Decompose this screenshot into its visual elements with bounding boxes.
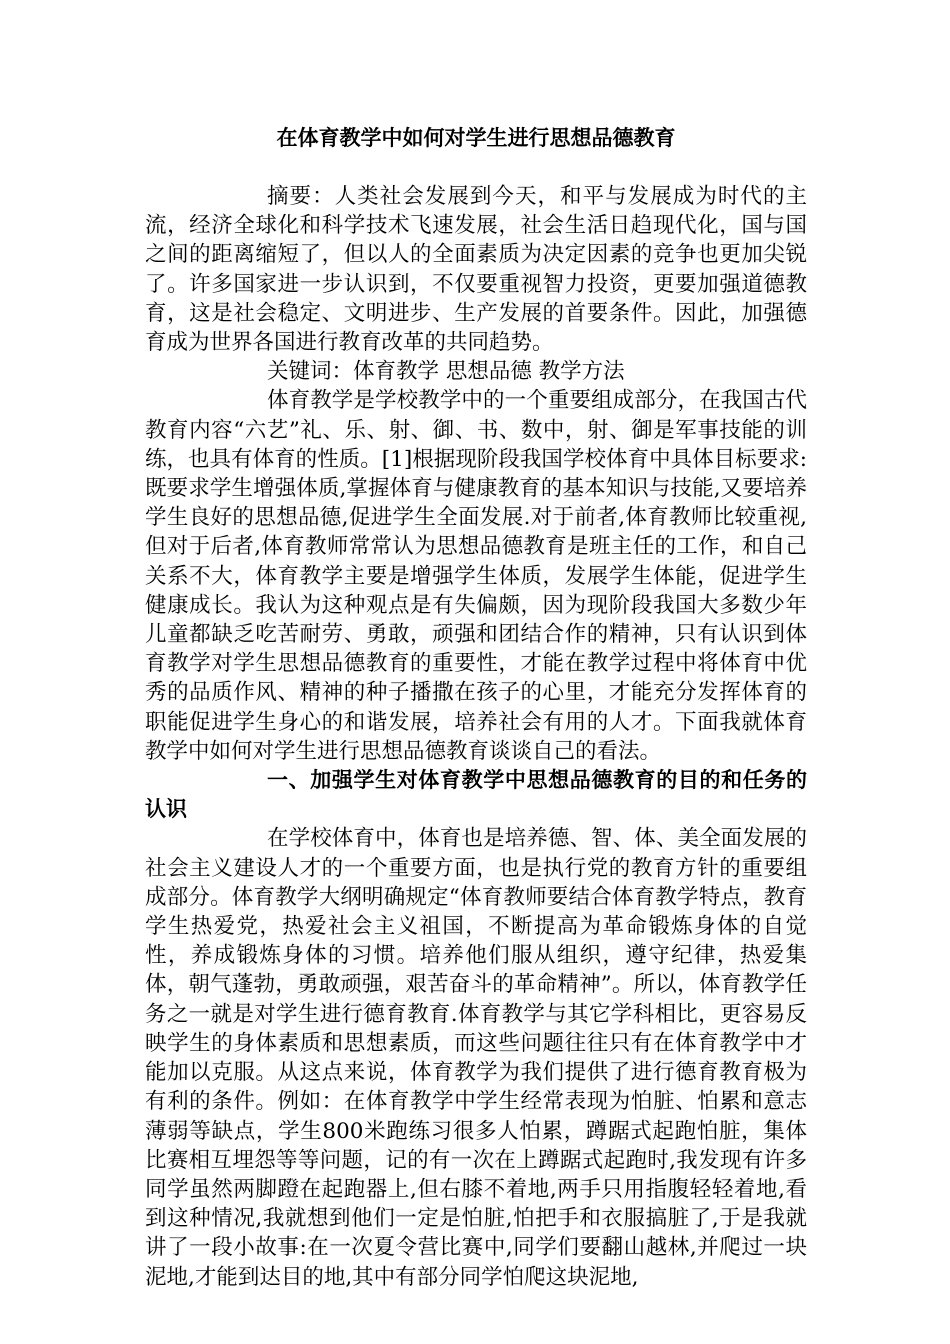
document-title: 在体育教学中如何对学生进行思想品德教育 [276, 126, 676, 150]
document-page [145, 118, 807, 1292]
section-heading-1: 一、加强学生对体育教学中思想品德教育的目的和任务的认识 [145, 768, 807, 822]
abstract-paragraph: 摘要：人类社会发展到今天，和平与发展成为时代的主流，经济全球化和科学技术飞速发展，社会生活日趋现代化，国与国之间的距离缩短了，但以人的全面素质为决定因素的竞争也更加尖锐了。许多国家进一步认识到，不仅要重视智力投资，更要加强道德教育，这是社会稳定、文明进步、生产发展的首要条件。因此，加强德育成为世界各国进行教育改革的共同趋势。 [145, 184, 807, 356]
section-1-paragraph: 在学校体育中，体育也是培养德、智、体、美全面发展的社会主义建设人才的一个重要方面，也是执行党的教育方针的重要组成部分。体育教学大纲明确规定“体育教师要结合体育教学特点，教育学生热爱党，热爱社会主义祖国，不断提高为革命锻炼身体的自觉性，养成锻炼身体的习惯。培养他们服从组织，遵守纪律，热爱集体，朝气蓬勃，勇敢顽强，艰苦奋斗的革命精神”。所以，体育教学任务之一就是对学生进行德育教育.体育教学与其它学科相比，更容易反映学生的身体素质和思想素质，而这些问题往往只有在体育教学中才能加以克服。从这点来说，体育教学为我们提供了进行德育教育极为有利的条件。例如：在体育教学中学生经常表现为怕脏、怕累和意志薄弱等缺点，学生800米跑练习很多人怕累，蹲踞式起跑怕脏，集体比赛相互埋怨等等问题，记的有一次在上蹲踞式起跑时,我发现有许多同学虽然两脚蹬在起跑器上,但右膝不着地,两手只用指腹轻轻着地,看到这种情况,我就想到他们一定是怕脏,怕把手和衣服搞脏了,于是我就讲了一段小故事:在一次夏令营比赛中,同学们要翻山越林,并爬过一块泥地,才能到达目的地,其中有部分同学怕爬这块泥地, [145, 826, 807, 1290]
intro-paragraph: 体育教学是学校教学中的一个重要组成部分，在我国古代教育内容“六艺”礼、乐、射、御、书、数中，射、御是军事技能的训练，也具有体育的性质。[1]根据现阶段我国学校体育中具体目标要求:既要求学生增强体质,掌握体育与健康教育的基本知识与技能,又要培养学生良好的思想品德,促进学生全面发展.对于前者,体育教师比较重视,但对于后者,体育教师常常认为思想品德教育是班主任的工作，和自己关系不大，体育教学主要是增强学生体质，发展学生体能，促进学生健康成长。我认为这种观点是有失偏颇，因为现阶段我国大多数少年儿童都缺乏吃苦耐劳、勇敢，顽强和团结合作的精神，只有认识到体育教学对学生思想品德教育的重要性，才能在教学过程中将体育中优秀的品质作风、精神的种子播撒在孩子的心里，才能充分发挥体育的职能促进学生身心的和谐发展，培养社会有用的人才。下面我就体育教学中如何对学生进行思想品德教育谈谈自己的看法。 [145, 388, 807, 764]
keywords-line: 关键词：体育教学 思想品德 教学方法 [267, 359, 625, 385]
